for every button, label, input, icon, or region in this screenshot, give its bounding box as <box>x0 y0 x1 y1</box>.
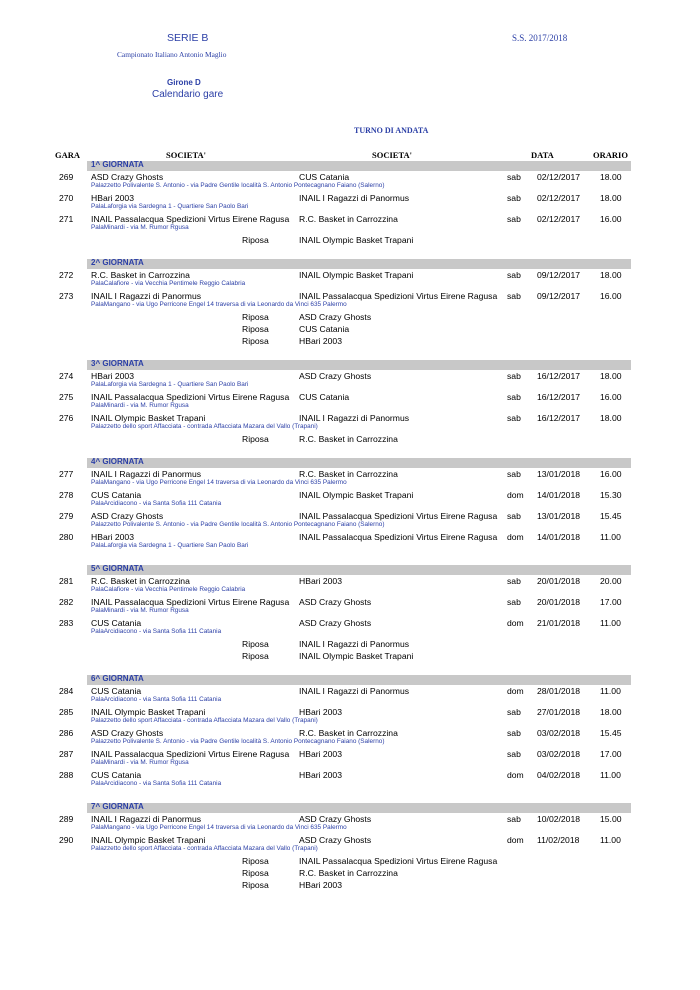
game-time: 11.00 <box>600 532 621 542</box>
home-team: ASD Crazy Ghosts <box>91 728 164 738</box>
game-time: 18.00 <box>600 707 622 717</box>
home-team: CUS Catania <box>91 686 142 696</box>
giornata-label: 2^ GIORNATA <box>91 258 144 267</box>
game-time: 20.00 <box>600 576 622 586</box>
game-date: 09/12/2017 <box>537 270 581 280</box>
away-team: HBari 2003 <box>299 749 342 759</box>
riposa-label: Riposa <box>242 880 269 890</box>
away-team: INAIL Passalacqua Spedizioni Virtus Eirene Ragusa <box>299 532 498 542</box>
away-team: INAIL Olympic Basket Trapani <box>299 270 414 280</box>
game-day: dom <box>507 618 524 628</box>
game-date: 21/01/2018 <box>537 618 581 628</box>
away-team: INAIL Passalacqua Spedizioni Virtus Eirene Ragusa <box>299 291 498 301</box>
game-day: sab <box>507 172 521 182</box>
game-day: sab <box>507 597 521 607</box>
home-team: HBari 2003 <box>91 371 134 381</box>
home-team: CUS Catania <box>91 618 142 628</box>
game-number: 277 <box>59 469 74 479</box>
game-date: 03/02/2018 <box>537 728 581 738</box>
riposa-row <box>0 324 700 335</box>
riposa-team: INAIL Olympic Basket Trapani <box>299 651 414 661</box>
game-venue: PalaArcidiacono - via Santa Sofia 111 Catania <box>91 780 222 787</box>
game-number: 272 <box>59 270 74 280</box>
group-label: Girone D <box>167 78 201 87</box>
game-day: sab <box>507 814 521 824</box>
game-date: 16/12/2017 <box>537 413 581 423</box>
game-date: 20/01/2018 <box>537 576 581 586</box>
away-team: ASD Crazy Ghosts <box>299 835 372 845</box>
game-day: dom <box>507 686 524 696</box>
riposa-label: Riposa <box>242 434 269 444</box>
riposa-label: Riposa <box>242 235 269 245</box>
game-time: 15.45 <box>600 511 622 521</box>
riposa-team: R.C. Basket in Carrozzina <box>299 434 398 444</box>
away-team: HBari 2003 <box>299 770 342 780</box>
game-date: 14/01/2018 <box>537 532 581 542</box>
away-team: HBari 2003 <box>299 576 342 586</box>
home-team: R.C. Basket in Carrozzina <box>91 270 190 280</box>
home-team: R.C. Basket in Carrozzina <box>91 576 190 586</box>
riposa-row <box>0 434 700 445</box>
away-team: INAIL I Ragazzi di Panormus <box>299 413 410 423</box>
season-label: S.S. 2017/2018 <box>512 33 568 43</box>
riposa-team: CUS Catania <box>299 324 350 334</box>
giornata-label: 6^ GIORNATA <box>91 674 144 683</box>
giornata-bar <box>87 458 631 468</box>
home-team: INAIL I Ragazzi di Panormus <box>91 291 202 301</box>
riposa-team: ASD Crazy Ghosts <box>299 312 372 322</box>
away-team: R.C. Basket in Carrozzina <box>299 214 398 224</box>
game-date: 02/12/2017 <box>537 172 581 182</box>
game-time: 17.00 <box>600 749 622 759</box>
game-number: 283 <box>59 618 74 628</box>
riposa-row <box>0 856 700 867</box>
game-number: 285 <box>59 707 74 717</box>
riposa-label: Riposa <box>242 651 269 661</box>
game-venue: Palazzetto Polivalente S. Antonio - via Padre Gentile località S. Antonio Pontecagnano Faiano (Salerno) <box>91 182 385 189</box>
away-team: CUS Catania <box>299 392 350 402</box>
game-date: 16/12/2017 <box>537 392 581 402</box>
game-day: sab <box>507 291 521 301</box>
game-time: 17.00 <box>600 597 622 607</box>
giornata-bar <box>87 675 631 685</box>
away-team: ASD Crazy Ghosts <box>299 618 372 628</box>
game-time: 18.00 <box>600 172 622 182</box>
away-team: ASD Crazy Ghosts <box>299 371 372 381</box>
game-number: 274 <box>59 371 74 381</box>
game-number: 271 <box>59 214 74 224</box>
away-team: INAIL I Ragazzi di Panormus <box>299 193 410 203</box>
riposa-row <box>0 312 700 323</box>
game-venue: PalaCalafiore - via Vecchia Pentimele Reggio Calabria <box>91 586 246 593</box>
game-venue: PalaArcidiacono - via Santa Sofia 111 Catania <box>91 628 222 635</box>
game-number: 288 <box>59 770 74 780</box>
league-title: SERIE B <box>167 32 209 44</box>
game-number: 281 <box>59 576 74 586</box>
game-number: 287 <box>59 749 74 759</box>
game-time: 15.45 <box>600 728 622 738</box>
game-venue: Palazzetto dello sport Affacciata - contrada Affacciata Mazara del Vallo (Trapani) <box>91 717 318 724</box>
game-venue: PalaMangano - via Ugo Perricone Engel 14 traversa di via Leonardo da Vinci 635 Palermo <box>91 824 347 831</box>
game-day: dom <box>507 490 524 500</box>
game-day: sab <box>507 511 521 521</box>
riposa-label: Riposa <box>242 312 269 322</box>
home-team: CUS Catania <box>91 490 142 500</box>
giornata-bar <box>87 161 631 171</box>
game-date: 09/12/2017 <box>537 291 581 301</box>
riposa-row <box>0 880 700 891</box>
game-number: 279 <box>59 511 74 521</box>
game-day: dom <box>507 770 524 780</box>
game-venue: Palazzetto dello sport Affacciata - contrada Affacciata Mazara del Vallo (Trapani) <box>91 423 318 430</box>
game-day: dom <box>507 835 524 845</box>
giornata-bar <box>87 259 631 269</box>
away-team: HBari 2003 <box>299 707 342 717</box>
away-team: INAIL Passalacqua Spedizioni Virtus Eirene Ragusa <box>299 511 498 521</box>
riposa-row <box>0 868 700 879</box>
game-day: sab <box>507 469 521 479</box>
riposa-label: Riposa <box>242 856 269 866</box>
col-data: DATA <box>531 150 554 160</box>
home-team: ASD Crazy Ghosts <box>91 172 164 182</box>
game-date: 13/01/2018 <box>537 469 581 479</box>
giornata-label: 1^ GIORNATA <box>91 160 144 169</box>
game-time: 18.00 <box>600 270 622 280</box>
home-team: INAIL Olympic Basket Trapani <box>91 835 206 845</box>
riposa-team: HBari 2003 <box>299 336 342 346</box>
riposa-row <box>0 336 700 347</box>
game-date: 10/02/2018 <box>537 814 581 824</box>
home-team: INAIL Passalacqua Spedizioni Virtus Eirene Ragusa <box>91 597 290 607</box>
game-venue: PalaLaforgia via Sardegna 1 - Quartiere San Paolo Bari <box>91 203 249 210</box>
game-day: sab <box>507 371 521 381</box>
game-time: 18.00 <box>600 413 622 423</box>
game-number: 289 <box>59 814 74 824</box>
giornata-label: 7^ GIORNATA <box>91 802 144 811</box>
game-time: 11.00 <box>600 618 621 628</box>
riposa-team: INAIL Passalacqua Spedizioni Virtus Eirene Ragusa <box>299 856 498 866</box>
game-venue: PalaLaforgia via Sardegna 1 - Quartiere San Paolo Bari <box>91 381 249 388</box>
game-day: sab <box>507 392 521 402</box>
game-time: 18.00 <box>600 371 622 381</box>
game-date: 02/12/2017 <box>537 214 581 224</box>
col-away: SOCIETA' <box>372 150 412 160</box>
game-number: 286 <box>59 728 74 738</box>
riposa-label: Riposa <box>242 336 269 346</box>
away-team: R.C. Basket in Carrozzina <box>299 728 398 738</box>
giornata-label: 3^ GIORNATA <box>91 359 144 368</box>
game-date: 14/01/2018 <box>537 490 581 500</box>
game-venue: Palazzetto Polivalente S. Antonio - via Padre Gentile località S. Antonio Pontecagnano Faiano (Salerno) <box>91 521 385 528</box>
home-team: ASD Crazy Ghosts <box>91 511 164 521</box>
away-team: INAIL Olympic Basket Trapani <box>299 490 414 500</box>
riposa-team: R.C. Basket in Carrozzina <box>299 868 398 878</box>
game-venue: PalaMinardi - via M. Rumor Rgusa <box>91 607 189 614</box>
riposa-row <box>0 235 700 246</box>
game-venue: PalaArcidiacono - via Santa Sofia 111 Catania <box>91 696 222 703</box>
game-date: 02/12/2017 <box>537 193 581 203</box>
game-venue: PalaArcidiacono - via Santa Sofia 111 Catania <box>91 500 222 507</box>
game-day: sab <box>507 214 521 224</box>
giornata-bar <box>87 803 631 813</box>
round-label: TURNO DI ANDATA <box>354 126 429 135</box>
col-orario: ORARIO <box>593 150 628 160</box>
away-team: INAIL I Ragazzi di Panormus <box>299 686 410 696</box>
home-team: CUS Catania <box>91 770 142 780</box>
game-venue: PalaMinardi - via M. Rumor Rgusa <box>91 759 189 766</box>
game-day: sab <box>507 270 521 280</box>
game-venue: PalaMangano - via Ugo Perricone Engel 14 traversa di via Leonardo da Vinci 635 Palermo <box>91 301 347 308</box>
giornata-label: 5^ GIORNATA <box>91 564 144 573</box>
col-gara: GARA <box>55 150 81 160</box>
game-time: 16.00 <box>600 214 622 224</box>
away-team: ASD Crazy Ghosts <box>299 597 372 607</box>
riposa-team: INAIL Olympic Basket Trapani <box>299 235 414 245</box>
game-venue: Palazzetto dello sport Affacciata - contrada Affacciata Mazara del Vallo (Trapani) <box>91 845 318 852</box>
game-venue: PalaMinardi - via M. Rumor Rgusa <box>91 402 189 409</box>
game-time: 11.00 <box>600 770 621 780</box>
riposa-label: Riposa <box>242 639 269 649</box>
game-date: 27/01/2018 <box>537 707 581 717</box>
game-venue: PalaMinardi - via M. Rumor Rgusa <box>91 224 189 231</box>
riposa-row <box>0 651 700 662</box>
game-time: 11.00 <box>600 835 621 845</box>
game-time: 16.00 <box>600 469 622 479</box>
game-venue: Palazzetto Polivalente S. Antonio - via Padre Gentile località S. Antonio Pontecagnano Faiano (Salerno) <box>91 738 385 745</box>
riposa-team: HBari 2003 <box>299 880 342 890</box>
game-number: 278 <box>59 490 74 500</box>
game-time: 16.00 <box>600 392 622 402</box>
home-team: INAIL Olympic Basket Trapani <box>91 707 206 717</box>
away-team: R.C. Basket in Carrozzina <box>299 469 398 479</box>
game-day: dom <box>507 532 524 542</box>
game-time: 18.00 <box>600 193 622 203</box>
game-number: 270 <box>59 193 74 203</box>
game-day: sab <box>507 413 521 423</box>
col-home: SOCIETA' <box>166 150 206 160</box>
home-team: INAIL Passalacqua Spedizioni Virtus Eirene Ragusa <box>91 214 290 224</box>
game-number: 280 <box>59 532 74 542</box>
game-date: 16/12/2017 <box>537 371 581 381</box>
game-number: 269 <box>59 172 74 182</box>
away-team: ASD Crazy Ghosts <box>299 814 372 824</box>
game-day: sab <box>507 707 521 717</box>
game-time: 11.00 <box>600 686 621 696</box>
riposa-label: Riposa <box>242 324 269 334</box>
giornata-bar <box>87 565 631 575</box>
game-venue: PalaLaforgia via Sardegna 1 - Quartiere San Paolo Bari <box>91 542 249 549</box>
game-date: 03/02/2018 <box>537 749 581 759</box>
away-team: CUS Catania <box>299 172 350 182</box>
riposa-label: Riposa <box>242 868 269 878</box>
game-time: 15.00 <box>600 814 622 824</box>
home-team: HBari 2003 <box>91 532 134 542</box>
game-date: 20/01/2018 <box>537 597 581 607</box>
home-team: INAIL Passalacqua Spedizioni Virtus Eirene Ragusa <box>91 392 290 402</box>
game-day: sab <box>507 193 521 203</box>
game-number: 290 <box>59 835 74 845</box>
game-venue: PalaMangano - via Ugo Perricone Engel 14 traversa di via Leonardo da Vinci 635 Palermo <box>91 479 347 486</box>
home-team: INAIL Passalacqua Spedizioni Virtus Eirene Ragusa <box>91 749 290 759</box>
home-team: INAIL Olympic Basket Trapani <box>91 413 206 423</box>
game-time: 15.30 <box>600 490 622 500</box>
game-venue: PalaCalafiore - via Vecchia Pentimele Reggio Calabria <box>91 280 246 287</box>
game-number: 282 <box>59 597 74 607</box>
game-day: sab <box>507 728 521 738</box>
game-date: 13/01/2018 <box>537 511 581 521</box>
championship-name: Campionato Italiano Antonio Maglio <box>117 50 227 59</box>
game-day: sab <box>507 576 521 586</box>
game-number: 284 <box>59 686 74 696</box>
game-number: 275 <box>59 392 74 402</box>
home-team: INAIL I Ragazzi di Panormus <box>91 469 202 479</box>
game-time: 16.00 <box>600 291 622 301</box>
calendar-label: Calendario gare <box>152 89 224 100</box>
riposa-row <box>0 639 700 650</box>
game-date: 04/02/2018 <box>537 770 581 780</box>
giornata-label: 4^ GIORNATA <box>91 457 144 466</box>
game-date: 11/02/2018 <box>537 835 580 845</box>
game-date: 28/01/2018 <box>537 686 581 696</box>
game-number: 273 <box>59 291 74 301</box>
home-team: INAIL I Ragazzi di Panormus <box>91 814 202 824</box>
giornata-bar <box>87 360 631 370</box>
home-team: HBari 2003 <box>91 193 134 203</box>
game-number: 276 <box>59 413 74 423</box>
game-day: sab <box>507 749 521 759</box>
riposa-team: INAIL I Ragazzi di Panormus <box>299 639 410 649</box>
